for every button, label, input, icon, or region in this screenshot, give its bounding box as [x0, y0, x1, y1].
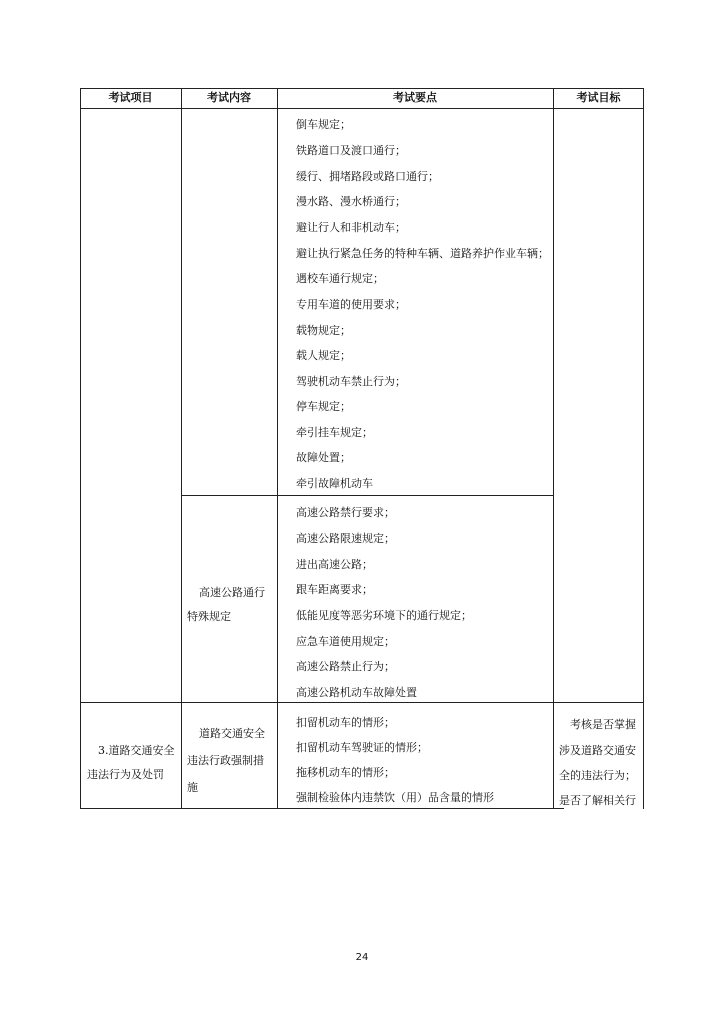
section3-content-line2: 违法行政强制措 — [187, 754, 264, 767]
point-item: 拖移机动车的情形； — [296, 766, 395, 779]
point-item: 缓行、拥堵路段或路口通行； — [296, 170, 439, 183]
column-divider-3 — [553, 88, 554, 809]
column-divider-2 — [277, 88, 278, 809]
section3-target-line: 是否了解相关行 — [559, 794, 636, 807]
header-exam-points: 考试要点 — [393, 91, 437, 104]
section2-content-line1: 高速公路通行 — [199, 586, 265, 599]
section2-content-line2: 特殊规定 — [187, 610, 231, 623]
point-item: 故障处置； — [296, 451, 351, 464]
header-exam-content: 考试内容 — [207, 91, 251, 104]
section3-content-line1: 道路交通安全 — [199, 727, 265, 740]
point-item: 高速公路机动车故障处置 — [296, 686, 417, 699]
point-item: 铁路道口及渡口通行； — [296, 144, 406, 157]
point-item: 强制检验体内违禁饮（用）品含量的情形 — [296, 791, 494, 804]
point-item: 倒车规定； — [296, 118, 351, 131]
column-divider-1 — [181, 88, 182, 809]
point-item: 专用车道的使用要求； — [296, 298, 406, 311]
point-item: 低能见度等恶劣环境下的通行规定； — [296, 609, 472, 622]
point-item: 驾驶机动车禁止行为； — [296, 375, 406, 388]
header-exam-target: 考试目标 — [576, 91, 621, 104]
point-item: 停车规定； — [296, 400, 351, 413]
point-item: 载物规定； — [296, 324, 351, 337]
page-number: 24 — [355, 952, 369, 963]
section3-item-line1: 3.道路交通安全 — [98, 744, 175, 757]
row-divider-section3 — [80, 702, 644, 703]
section3-target-line: 全的违法行为； — [559, 769, 636, 782]
section3-content-line3: 施 — [187, 781, 198, 794]
section3-target-line: 涉及道路交通安 — [559, 744, 636, 757]
section3-item-line2: 违法行为及处罚 — [87, 768, 164, 781]
point-item: 避让行人和非机动车； — [296, 221, 406, 234]
point-item: 高速公路禁止行为； — [296, 660, 395, 673]
point-item: 高速公路限速规定； — [296, 532, 395, 545]
point-item: 避让执行紧急任务的特种车辆、道路养护作业车辆； — [296, 247, 549, 260]
point-item: 载人规定； — [296, 349, 351, 362]
point-item: 牵引挂车规定； — [296, 426, 373, 439]
point-item: 应急车道使用规定； — [296, 635, 395, 648]
point-item: 遇校车通行规定； — [296, 272, 384, 285]
header-bottom-border — [80, 108, 644, 109]
point-item: 扣留机动车驾驶证的情形； — [296, 741, 428, 754]
section3-target-line: 考核是否掌握 — [570, 718, 636, 731]
point-item: 漫水路、漫水桥通行； — [296, 195, 406, 208]
point-item: 进出高速公路； — [296, 558, 373, 571]
row-divider-content — [181, 495, 554, 496]
point-item: 扣留机动车的情形； — [296, 716, 395, 729]
point-item: 跟车距离要求； — [296, 583, 373, 596]
point-item: 高速公路禁行要求； — [296, 506, 395, 519]
table-bottom-border — [80, 808, 564, 809]
point-item: 牵引故障机动车 — [296, 477, 373, 490]
header-exam-item: 考试项目 — [108, 91, 153, 104]
